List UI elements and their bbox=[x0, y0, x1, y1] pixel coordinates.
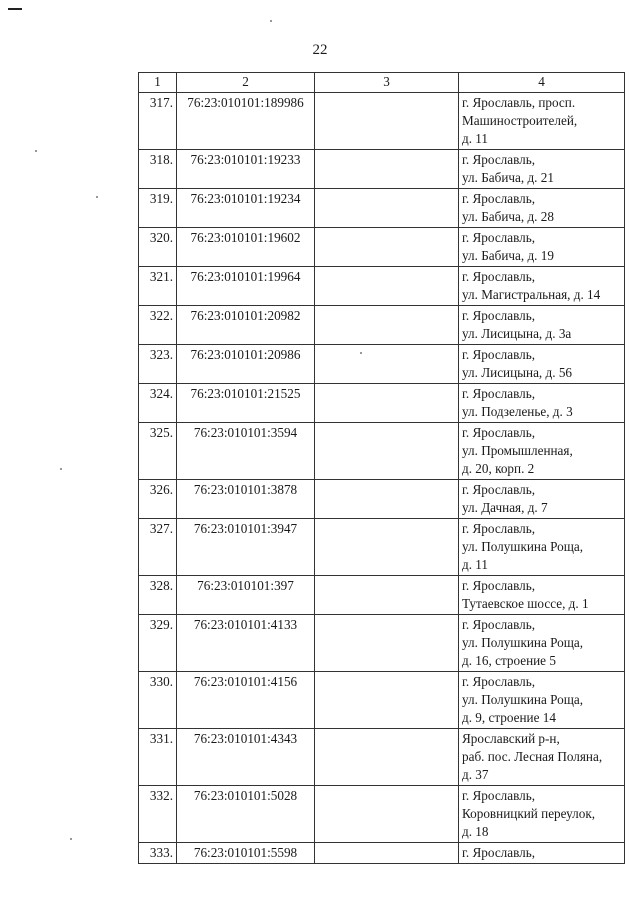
address-cell bbox=[459, 306, 625, 345]
address-cell bbox=[459, 189, 625, 228]
column-3-cell bbox=[315, 189, 459, 228]
table-row bbox=[139, 576, 625, 615]
column-3-cell bbox=[315, 93, 459, 150]
address-cell bbox=[459, 786, 625, 843]
scan-speck bbox=[70, 838, 72, 840]
scan-corner-mark bbox=[8, 8, 22, 10]
address-line: д. 11 bbox=[462, 131, 489, 146]
table-row bbox=[139, 150, 625, 189]
header-col-2: 2 bbox=[177, 73, 315, 93]
scan-speck bbox=[96, 196, 98, 198]
address-line: г. Ярославль, bbox=[462, 230, 536, 245]
table-row bbox=[139, 93, 625, 150]
cadastral-number-cell: 76:23:010101:20982 bbox=[177, 306, 315, 345]
row-number-cell: 327. bbox=[139, 519, 177, 576]
row-number-cell: 332. bbox=[139, 786, 177, 843]
address-line: д. 37 bbox=[462, 767, 489, 782]
address-line: ул. Бабича, д. 21 bbox=[462, 170, 554, 185]
table-row bbox=[139, 519, 625, 576]
address-line: г. Ярославль, bbox=[462, 578, 536, 593]
column-3-cell bbox=[315, 228, 459, 267]
table-row bbox=[139, 615, 625, 672]
cadastral-number-cell: 76:23:010101:20986 bbox=[177, 345, 315, 384]
column-3-cell bbox=[315, 672, 459, 729]
page-number: 22 bbox=[312, 42, 328, 58]
address-cell bbox=[459, 384, 625, 423]
cadastral-number-cell: 76:23:010101:21525 bbox=[177, 384, 315, 423]
column-3-cell bbox=[315, 267, 459, 306]
column-3-cell bbox=[315, 345, 459, 384]
column-3-cell bbox=[315, 384, 459, 423]
header-col-3: 3 bbox=[315, 73, 459, 93]
address-line: ул. Полушкина Роща, bbox=[462, 635, 584, 650]
address-line: ул. Полушкина Роща, bbox=[462, 692, 584, 707]
address-cell bbox=[459, 615, 625, 672]
address-cell bbox=[459, 729, 625, 786]
address-cell bbox=[459, 576, 625, 615]
cadastral-registry-table bbox=[138, 72, 625, 864]
address-line: раб. пос. Лесная Поляна, bbox=[462, 749, 603, 764]
table-row bbox=[139, 672, 625, 729]
row-number-cell: 322. bbox=[139, 306, 177, 345]
address-line: г. Ярославль, bbox=[462, 425, 536, 440]
address-line: г. Ярославль, bbox=[462, 347, 536, 362]
address-cell bbox=[459, 345, 625, 384]
row-number-cell: 331. bbox=[139, 729, 177, 786]
cadastral-number-cell: 76:23:010101:5598 bbox=[177, 843, 315, 864]
address-line: ул. Магистральная, д. 14 bbox=[462, 287, 601, 302]
column-3-cell bbox=[315, 729, 459, 786]
row-number-cell: 330. bbox=[139, 672, 177, 729]
address-line: г. Ярославль, bbox=[462, 269, 536, 284]
scan-speck bbox=[35, 150, 37, 152]
address-line: г. Ярославль, bbox=[462, 191, 536, 206]
address-line: г. Ярославль, просп. bbox=[462, 95, 576, 110]
address-line: ул. Дачная, д. 7 bbox=[462, 500, 548, 515]
address-line: Тутаевское шоссе, д. 1 bbox=[462, 596, 589, 611]
table-row bbox=[139, 267, 625, 306]
cadastral-number-cell: 76:23:010101:19234 bbox=[177, 189, 315, 228]
table-row bbox=[139, 384, 625, 423]
row-number-cell: 321. bbox=[139, 267, 177, 306]
cadastral-number-cell: 76:23:010101:3947 bbox=[177, 519, 315, 576]
cadastral-number-cell: 76:23:010101:397 bbox=[177, 576, 315, 615]
address-line: Машиностроителей, bbox=[462, 113, 578, 128]
address-line: Ярославский р-н, bbox=[462, 731, 560, 746]
table-row bbox=[139, 729, 625, 786]
cadastral-number-cell: 76:23:010101:3594 bbox=[177, 423, 315, 480]
cadastral-number-cell: 76:23:010101:3878 bbox=[177, 480, 315, 519]
cadastral-number-cell: 76:23:010101:19964 bbox=[177, 267, 315, 306]
column-3-cell bbox=[315, 786, 459, 843]
address-line: г. Ярославль, bbox=[462, 152, 536, 167]
column-3-cell bbox=[315, 480, 459, 519]
row-number-cell: 324. bbox=[139, 384, 177, 423]
table-row bbox=[139, 423, 625, 480]
cadastral-number-cell: 76:23:010101:19602 bbox=[177, 228, 315, 267]
address-line: ул. Лисицына, д. 56 bbox=[462, 365, 573, 380]
header-col-1: 1 bbox=[139, 73, 177, 93]
address-cell bbox=[459, 423, 625, 480]
address-line: г. Ярославль, bbox=[462, 308, 536, 323]
cadastral-number-cell: 76:23:010101:19233 bbox=[177, 150, 315, 189]
row-number-cell: 333. bbox=[139, 843, 177, 864]
address-cell bbox=[459, 93, 625, 150]
address-cell bbox=[459, 480, 625, 519]
address-cell bbox=[459, 672, 625, 729]
address-line: д. 9, строение 14 bbox=[462, 710, 556, 725]
row-number-cell: 329. bbox=[139, 615, 177, 672]
cadastral-number-cell: 76:23:010101:4343 bbox=[177, 729, 315, 786]
row-number-cell: 319. bbox=[139, 189, 177, 228]
address-line: д. 18 bbox=[462, 824, 489, 839]
address-line: д. 11 bbox=[462, 557, 489, 572]
column-3-cell bbox=[315, 519, 459, 576]
row-number-cell: 328. bbox=[139, 576, 177, 615]
column-3-cell bbox=[315, 615, 459, 672]
table-row bbox=[139, 786, 625, 843]
row-number-cell: 320. bbox=[139, 228, 177, 267]
address-line: г. Ярославль, bbox=[462, 521, 536, 536]
cadastral-number-cell: 76:23:010101:5028 bbox=[177, 786, 315, 843]
scan-speck bbox=[270, 20, 272, 22]
column-3-cell bbox=[315, 576, 459, 615]
table-row bbox=[139, 189, 625, 228]
address-cell bbox=[459, 519, 625, 576]
table-row bbox=[139, 345, 625, 384]
address-line: ул. Бабича, д. 28 bbox=[462, 209, 554, 224]
address-line: г. Ярославль, bbox=[462, 386, 536, 401]
cadastral-number-cell: 76:23:010101:4156 bbox=[177, 672, 315, 729]
scan-speck bbox=[60, 468, 62, 470]
row-number-cell: 325. bbox=[139, 423, 177, 480]
address-line: ул. Бабича, д. 19 bbox=[462, 248, 554, 263]
address-line: г. Ярославль, bbox=[462, 617, 536, 632]
column-3-cell bbox=[315, 150, 459, 189]
address-cell bbox=[459, 150, 625, 189]
address-line: г. Ярославль, bbox=[462, 788, 536, 803]
cadastral-number-cell: 76:23:010101:4133 bbox=[177, 615, 315, 672]
address-line: ул. Полушкина Роща, bbox=[462, 539, 584, 554]
address-line: д. 20, корп. 2 bbox=[462, 461, 535, 476]
address-line: ул. Промышленная, bbox=[462, 443, 573, 458]
column-3-cell bbox=[315, 423, 459, 480]
table-row bbox=[139, 843, 625, 864]
column-3-cell bbox=[315, 843, 459, 864]
row-number-cell: 323. bbox=[139, 345, 177, 384]
table-row bbox=[139, 306, 625, 345]
address-line: Коровницкий переулок, bbox=[462, 806, 596, 821]
address-line: ул. Лисицына, д. 3а bbox=[462, 326, 572, 341]
address-line: г. Ярославль, bbox=[462, 482, 536, 497]
address-line: д. 16, строение 5 bbox=[462, 653, 556, 668]
row-number-cell: 326. bbox=[139, 480, 177, 519]
cadastral-number-cell: 76:23:010101:189986 bbox=[177, 93, 315, 150]
address-cell bbox=[459, 267, 625, 306]
address-cell bbox=[459, 843, 625, 864]
address-line: г. Ярославль, bbox=[462, 674, 536, 689]
table-row bbox=[139, 228, 625, 267]
address-line: г. Ярославль, bbox=[462, 845, 536, 860]
table-row bbox=[139, 480, 625, 519]
row-number-cell: 318. bbox=[139, 150, 177, 189]
header-col-4: 4 bbox=[459, 73, 625, 93]
row-number-cell: 317. bbox=[139, 93, 177, 150]
table-header-row bbox=[139, 73, 625, 93]
address-line: ул. Подзеленье, д. 3 bbox=[462, 404, 573, 419]
column-3-cell bbox=[315, 306, 459, 345]
address-cell bbox=[459, 228, 625, 267]
